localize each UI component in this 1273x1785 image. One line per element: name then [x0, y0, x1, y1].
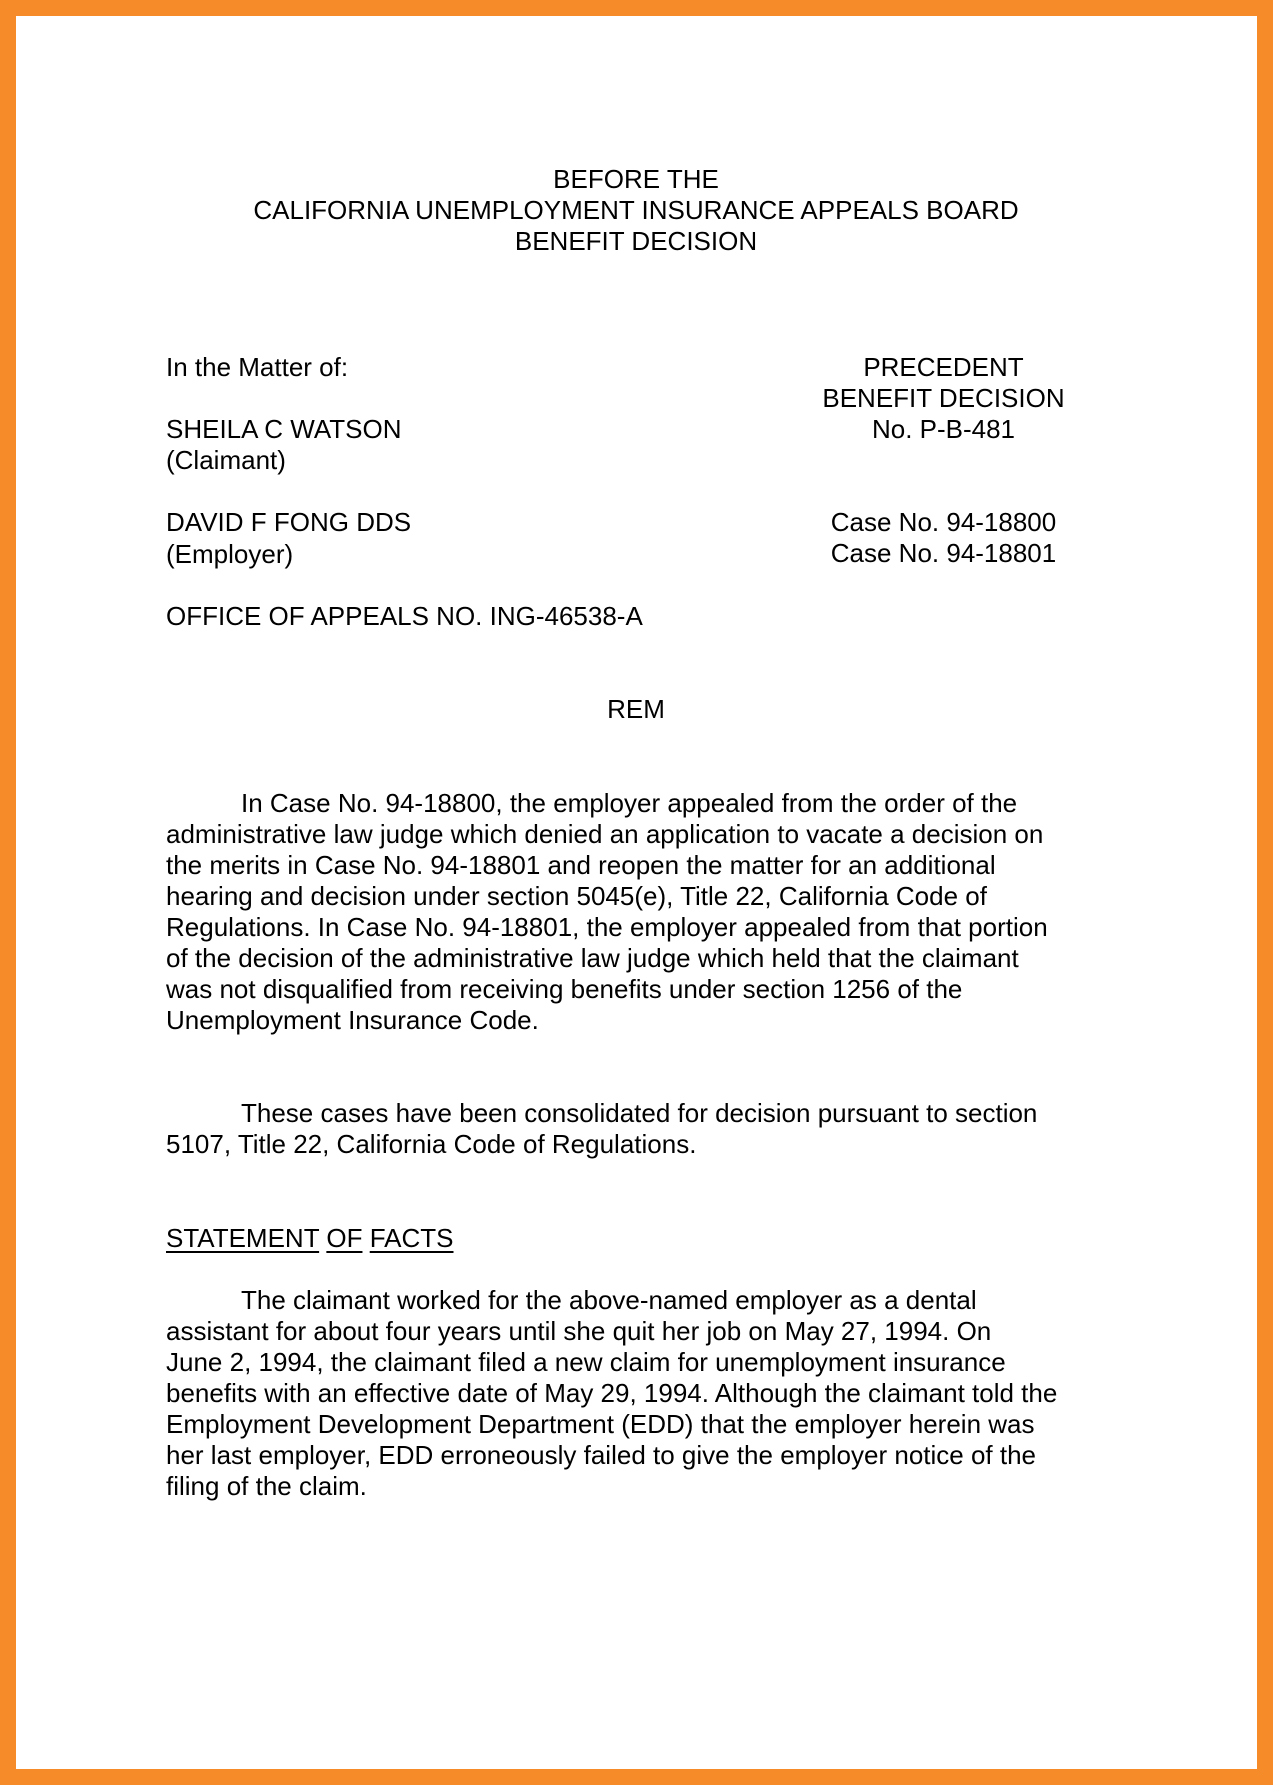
precedent-number: No. P-B-481 — [871, 414, 1016, 444]
heading-word: STATEMENT — [166, 1223, 320, 1253]
paragraph-1-line: Unemployment Insurance Code. — [166, 1005, 539, 1035]
paragraph-1-line: administrative law judge which denied an application to vacate a decision on — [166, 819, 1044, 849]
paragraph-3-line: her last employer, EDD erroneously failed to give the employer notice of the — [166, 1440, 1037, 1470]
paragraph-1 — [166, 788, 1126, 1036]
paragraph-2-line: 5107, Title 22, California Code of Regulations. — [166, 1129, 697, 1159]
claimant-name: SHEILA C WATSON — [166, 414, 402, 444]
header-line-1: BEFORE THE — [553, 164, 719, 194]
case-number-2: Case No. 94-18801 — [830, 538, 1057, 568]
heading-word: OF — [326, 1223, 363, 1253]
header-line-2: CALIFORNIA UNEMPLOYMENT INSURANCE APPEALS BOARD — [253, 195, 1019, 225]
precedent-line-2: BENEFIT DECISION — [822, 383, 1065, 413]
employer-name: DAVID F FONG DDS — [166, 507, 412, 537]
paragraph-3 — [166, 1285, 1126, 1502]
paragraph-2-line: These cases have been consolidated for decision pursuant to section — [241, 1098, 1038, 1128]
paragraph-3-line: benefits with an effective date of May 29, 1994. Although the claimant told the — [166, 1378, 1058, 1408]
heading-word: FACTS — [369, 1223, 454, 1253]
paragraph-2 — [166, 1098, 1126, 1160]
matter-label: In the Matter of: — [166, 352, 349, 382]
case-number-1: Case No. 94-18800 — [830, 507, 1057, 537]
document-header — [166, 164, 1106, 257]
paragraph-1-line: the merits in Case No. 94-18801 and reopen the matter for an additional — [166, 850, 996, 880]
paragraph-1-line: of the decision of the administrative law judge which held that the claimant — [166, 943, 1019, 973]
claimant-role: (Claimant) — [166, 445, 286, 475]
paragraph-3-line: Employment Development Department (EDD) that the employer herein was — [166, 1409, 1035, 1439]
paragraph-1-line: hearing and decision under section 5045(e), Title 22, California Code of — [166, 881, 987, 911]
case-numbers — [766, 507, 1121, 569]
statement-of-facts-heading — [166, 1223, 454, 1254]
paragraph-3-line: assistant for about four years until she quit her job on May 27, 1994. On — [166, 1316, 992, 1346]
paragraph-3-line: The claimant worked for the above-named employer as a dental — [241, 1285, 977, 1315]
paragraph-3-line: filing of the claim. — [166, 1471, 367, 1501]
paragraph-1-line: In Case No. 94-18800, the employer appealed from the order of the — [241, 788, 1018, 818]
office-of-appeals: OFFICE OF APPEALS NO. ING-46538-A — [166, 601, 643, 631]
paragraph-1-line: Regulations. In Case No. 94-18801, the employer appealed from that portion — [166, 912, 1048, 942]
header-line-3: BENEFIT DECISION — [514, 226, 758, 256]
precedent-block — [766, 352, 1121, 445]
employer-role: (Employer) — [166, 539, 294, 569]
paragraph-3-line: June 2, 1994, the claimant filed a new claim for unemployment insurance — [166, 1347, 1006, 1377]
rem-label: REM — [607, 694, 665, 724]
paragraph-1-line: was not disqualified from receiving benefits under section 1256 of the — [166, 974, 963, 1004]
precedent-line-1: PRECEDENT — [863, 352, 1024, 382]
